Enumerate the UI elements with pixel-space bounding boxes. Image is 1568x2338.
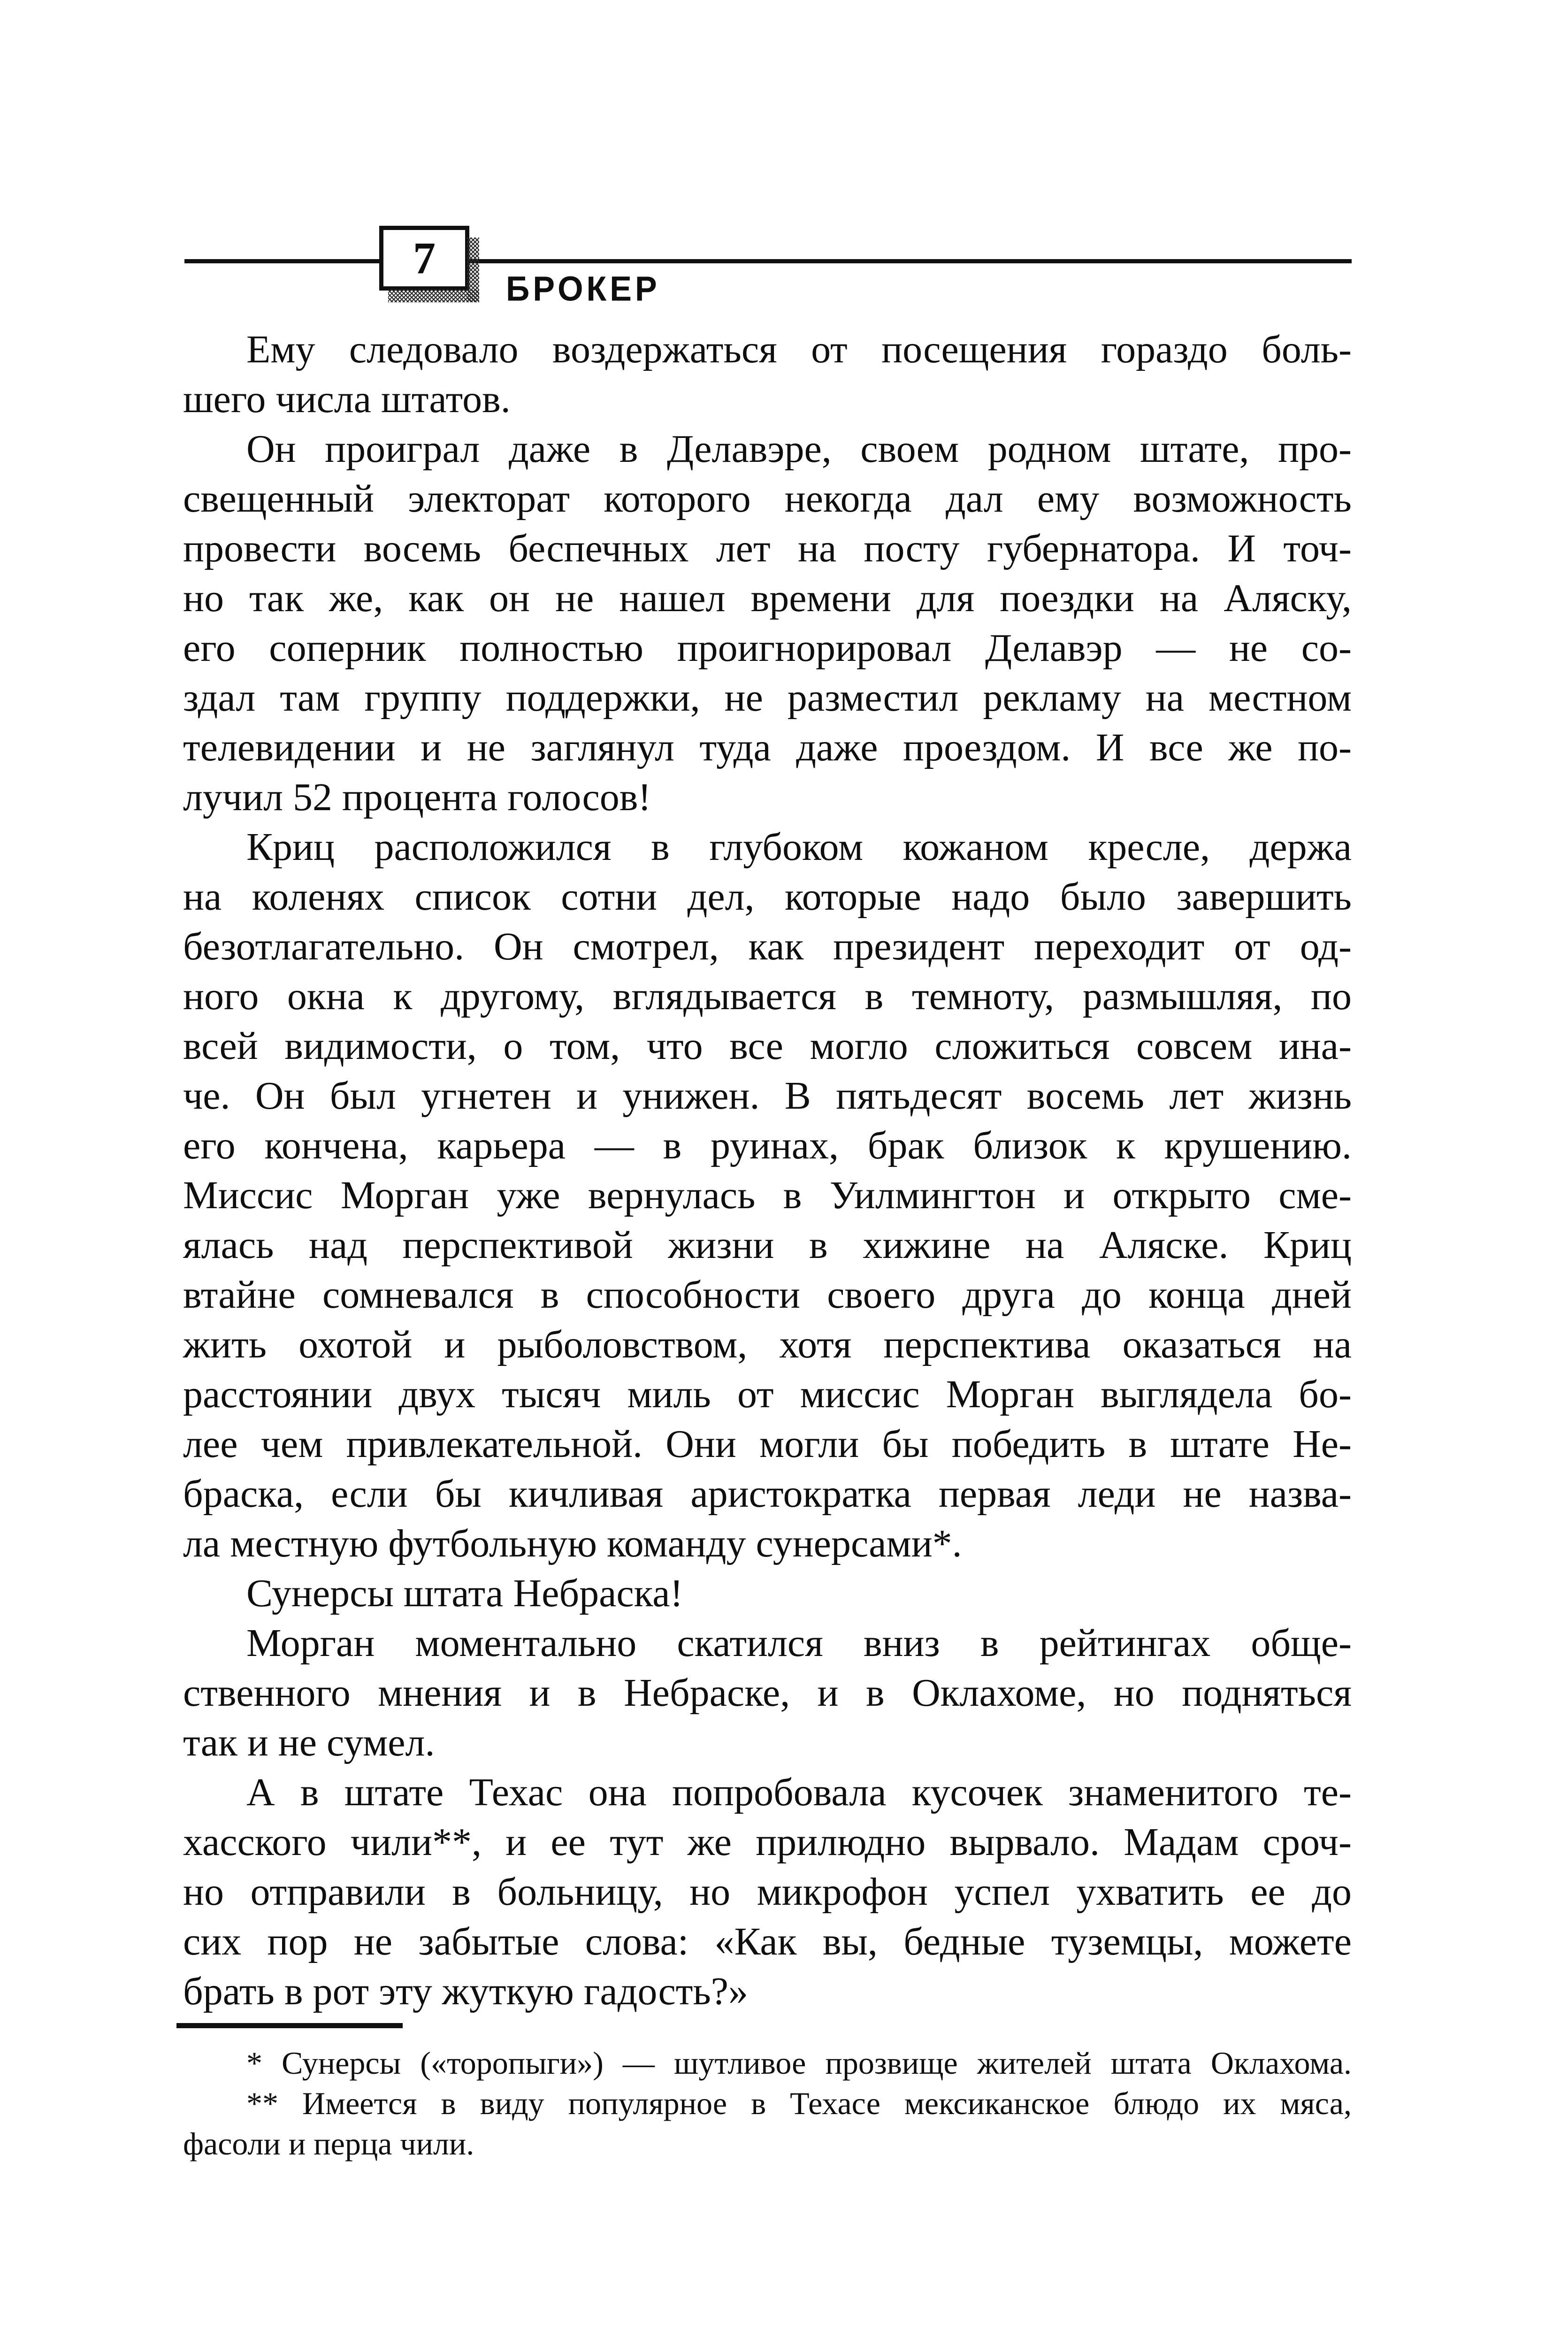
text-line: втайне сомневался в способности своего друга до конца дней [183, 1273, 1352, 1317]
text-line: ла местную футбольную команду сунерсами*. [183, 1522, 962, 1565]
footnote-separator [176, 2023, 403, 2028]
text-line: Он проиграл даже в Делавэре, своем родном штате, про- [246, 427, 1352, 471]
body-text [183, 325, 1352, 2016]
text-line: сих пор не забытые слова: «Как вы, бедные туземцы, можете [183, 1920, 1352, 1963]
footnote-line: * Сунерсы («торопыги») — шутливое прозвище жителей штата Оклахома. [246, 2045, 1352, 2081]
text-line: всей видимости, о том, что все могло сложиться совсем ина- [183, 1024, 1352, 1068]
footnote-line: фасоли и перца чили. [183, 2126, 474, 2162]
book-title: БРОКЕР [506, 269, 660, 308]
text-line: но так же, как он не нашел времени для поездки на Аляску, [183, 576, 1352, 620]
chapter-number: 7 [413, 233, 436, 283]
header-rule [184, 259, 1352, 263]
text-line: но отправили в больницу, но микрофон успел ухватить ее до [183, 1870, 1352, 1914]
text-line: брать в рот эту жуткую гадость?» [183, 1970, 749, 2013]
text-line: Криц расположился в глубоком кожаном кресле, держа [246, 825, 1352, 869]
text-line: Миссис Морган уже вернулась в Уилмингтон и открыто сме- [183, 1173, 1352, 1217]
text-line: провести восемь беспечных лет на посту губернатора. И точ- [183, 527, 1352, 570]
text-line: на коленях список сотни дел, которые надо было завершить [183, 875, 1352, 919]
text-line: Морган моментально скатился вниз в рейтингах обще- [246, 1621, 1352, 1665]
text-line: свещенный электорат которого некогда дал ему возможность [183, 477, 1352, 521]
text-line: хасского чили**, и ее тут же прилюдно вырвало. Мадам сроч- [183, 1820, 1352, 1864]
text-line: телевидении и не заглянул туда даже проездом. И все же по- [183, 726, 1352, 769]
text-line: Сунерсы штата Небраска! [246, 1571, 683, 1615]
text-line: его соперник полностью проигнорировал Делавэр — не со- [183, 626, 1352, 670]
text-line: здал там группу поддержки, не разместил рекламу на местном [183, 676, 1352, 720]
text-line: лее чем привлекательной. Они могли бы победить в штате Не- [183, 1422, 1352, 1466]
text-line: его кончена, карьера — в руинах, брак близок к крушению. [183, 1124, 1352, 1167]
text-line: ственного мнения и в Небраске, и в Оклахоме, но подняться [183, 1671, 1352, 1715]
text-line: А в штате Техас она попробовала кусочек знаменитого те- [246, 1771, 1352, 1814]
text-line: Ему следовало воздержаться от посещения гораздо боль- [246, 328, 1352, 371]
text-line: расстоянии двух тысяч миль от миссис Морган выглядела бо- [183, 1372, 1352, 1416]
text-line: ялась над перспективой жизни в хижине на Аляске. Криц [183, 1223, 1352, 1267]
footnote-line: ** Имеется в виду популярное в Техасе мексиканское блюдо их мяса, [246, 2085, 1352, 2121]
text-line: жить охотой и рыболовством, хотя перспектива оказаться на [183, 1323, 1352, 1366]
text-line: ного окна к другому, вглядывается в темноту, размышляя, по [183, 974, 1352, 1018]
chapter-number-box [379, 226, 469, 291]
text-line: шего числа штатов. [183, 377, 511, 421]
footnotes [183, 2043, 1352, 2164]
text-line: че. Он был угнетен и унижен. В пятьдесят восемь лет жизнь [183, 1074, 1352, 1118]
text-line: так и не сумел. [183, 1721, 435, 1764]
text-line: безотлагательно. Он смотрел, как президент переходит от од- [183, 925, 1352, 968]
text-line: браска, если бы кичливая аристократка первая леди не назва- [183, 1472, 1352, 1516]
text-line: лучил 52 процента голосов! [183, 775, 651, 819]
